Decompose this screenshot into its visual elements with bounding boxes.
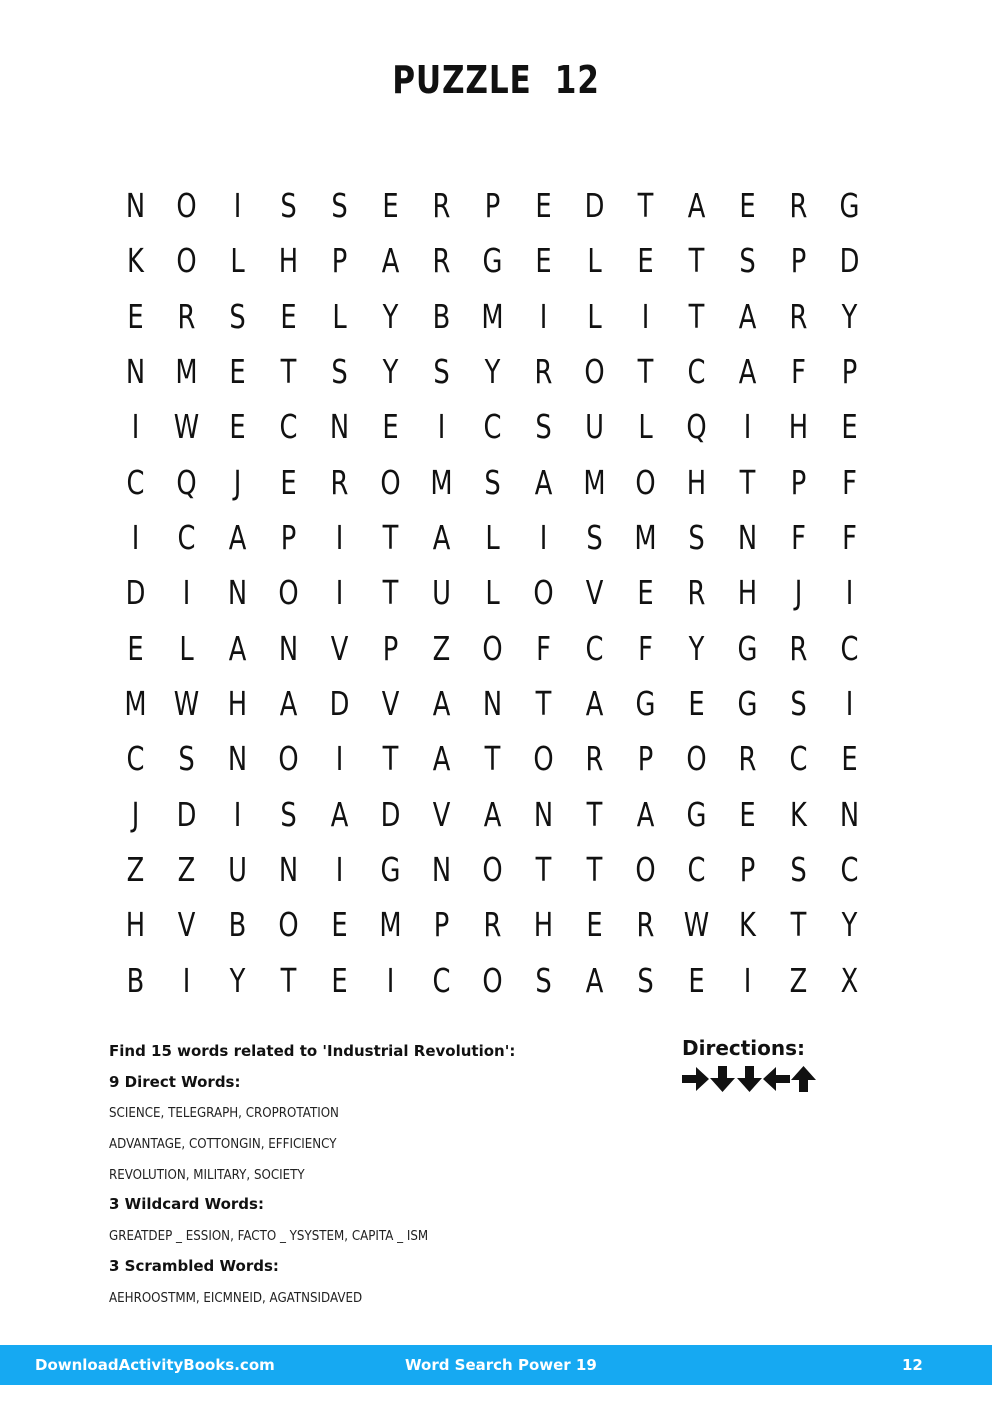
grid-cell[interactable]: Y	[841, 296, 858, 336]
direct-words-line: ADVANTAGE, COTTONGIN, EFFICIENCY	[109, 1136, 337, 1153]
grid-cell[interactable]: E	[841, 407, 858, 447]
grid-cell[interactable]: E	[229, 352, 246, 392]
grid-cell[interactable]: E	[739, 186, 756, 226]
grid-cell[interactable]: R	[789, 186, 808, 226]
grid-cell[interactable]: J	[233, 462, 242, 502]
grid-cell[interactable]: N	[329, 407, 350, 447]
grid-cell[interactable]: P	[790, 241, 807, 281]
grid-cell[interactable]: C	[687, 850, 706, 890]
grid-cell[interactable]: A	[432, 739, 451, 779]
scrambled-words-title: 3 Scrambled Words:	[109, 1256, 279, 1275]
grid-cell[interactable]: T	[637, 186, 654, 226]
grid-cell[interactable]: S	[484, 462, 501, 502]
grid-cell[interactable]: F	[638, 628, 653, 668]
grid-cell[interactable]: A	[687, 186, 706, 226]
grid-cell[interactable]: O	[278, 905, 299, 945]
grid-cell[interactable]: T	[484, 739, 501, 779]
grid-cell[interactable]: M	[481, 296, 504, 336]
arrow-left-icon	[763, 1066, 790, 1092]
grid-cell[interactable]: D	[380, 794, 401, 834]
grid-cell[interactable]: V	[177, 905, 196, 945]
grid-cell[interactable]: C	[483, 407, 502, 447]
grid-cell[interactable]: V	[330, 628, 349, 668]
grid-cell[interactable]: I	[539, 518, 548, 558]
grid-cell[interactable]: S	[331, 352, 348, 392]
grid-cell[interactable]: H	[125, 905, 146, 945]
grid-cell[interactable]: T	[586, 850, 603, 890]
grid-cell[interactable]: Q	[686, 407, 707, 447]
grid-cell[interactable]: R	[789, 628, 808, 668]
grid-cell[interactable]: Y	[484, 352, 501, 392]
grid-cell[interactable]: B	[126, 960, 145, 1000]
grid-cell[interactable]: D	[176, 794, 197, 834]
grid-cell[interactable]: I	[539, 296, 548, 336]
grid-cell[interactable]: G	[839, 186, 860, 226]
grid-cell[interactable]: P	[280, 518, 297, 558]
grid-cell[interactable]: D	[584, 186, 605, 226]
grid-cell[interactable]: A	[432, 518, 451, 558]
grid-cell[interactable]: S	[433, 352, 450, 392]
grid-cell[interactable]: L	[587, 296, 602, 336]
grid-cell[interactable]: I	[182, 573, 191, 613]
grid-cell[interactable]: H	[278, 241, 299, 281]
grid-cell[interactable]: A	[279, 684, 298, 724]
grid-cell[interactable]: L	[179, 628, 194, 668]
grid-cell[interactable]: C	[789, 739, 808, 779]
grid-cell[interactable]: E	[688, 960, 705, 1000]
grid-cell[interactable]: G	[482, 241, 503, 281]
grid-cell[interactable]: S	[688, 518, 705, 558]
grid-cell[interactable]: N	[125, 352, 146, 392]
grid-cell[interactable]: N	[839, 794, 860, 834]
grid-cell[interactable]: V	[381, 684, 400, 724]
grid-cell[interactable]: T	[535, 850, 552, 890]
grid-cell[interactable]: A	[330, 794, 349, 834]
grid-cell[interactable]: O	[635, 850, 656, 890]
grid-cell[interactable]: T	[382, 739, 399, 779]
wildcard-words-line: GREATDEP _ ESSION, FACTO _ YSYSTEM, CAPITA _ ISM	[109, 1228, 429, 1245]
footer-book-title: Word Search Power 19	[405, 1356, 597, 1374]
grid-cell[interactable]: I	[437, 407, 446, 447]
direction-arrows	[682, 1066, 817, 1092]
grid-cell[interactable]: N	[125, 186, 146, 226]
grid-cell[interactable]: P	[382, 628, 399, 668]
grid-cell[interactable]: P	[790, 462, 807, 502]
grid-cell[interactable]: I	[335, 518, 344, 558]
grid-cell[interactable]: S	[280, 186, 297, 226]
grid-cell[interactable]: E	[280, 462, 297, 502]
grid-cell[interactable]: I	[386, 960, 395, 1000]
grid-cell[interactable]: M	[124, 684, 147, 724]
grid-cell[interactable]: I	[233, 794, 242, 834]
grid-cell[interactable]: C	[432, 960, 451, 1000]
grid-cell[interactable]: S	[535, 407, 552, 447]
grid-cell[interactable]: A	[585, 960, 604, 1000]
grid-cell[interactable]: P	[637, 739, 654, 779]
grid-cell[interactable]: Z	[177, 850, 196, 890]
grid-cell[interactable]: V	[585, 573, 604, 613]
grid-cell[interactable]: M	[175, 352, 198, 392]
arrow-up-icon	[790, 1066, 817, 1092]
grid-cell[interactable]: G	[635, 684, 656, 724]
grid-cell[interactable]: A	[738, 352, 757, 392]
grid-cell[interactable]: L	[332, 296, 347, 336]
grid-cell[interactable]: C	[585, 628, 604, 668]
grid-cell[interactable]: Y	[382, 296, 399, 336]
arrow-down-icon	[736, 1066, 763, 1092]
grid-cell[interactable]: S	[790, 684, 807, 724]
grid-cell[interactable]: A	[738, 296, 757, 336]
grid-cell[interactable]: I	[131, 518, 140, 558]
grid-cell[interactable]: C	[126, 462, 145, 502]
grid-cell[interactable]: P	[331, 241, 348, 281]
grid-cell[interactable]: C	[687, 352, 706, 392]
grid-cell[interactable]: R	[738, 739, 757, 779]
grid-cell[interactable]: T	[688, 296, 705, 336]
grid-cell[interactable]: V	[432, 794, 451, 834]
grid-cell[interactable]: Y	[382, 352, 399, 392]
grid-cell[interactable]: I	[845, 573, 854, 613]
grid-cell[interactable]: I	[182, 960, 191, 1000]
grid-cell[interactable]: C	[840, 850, 859, 890]
grid-cell[interactable]: N	[227, 739, 248, 779]
grid-cell[interactable]: O	[482, 960, 503, 1000]
scrambled-words-line: AEHROOSTMM, EICMNEID, AGATNSIDAVED	[109, 1289, 363, 1306]
grid-cell[interactable]: I	[233, 186, 242, 226]
grid-cell[interactable]: L	[485, 573, 500, 613]
grid-cell[interactable]: R	[432, 241, 451, 281]
grid-cell[interactable]: F	[791, 352, 806, 392]
grid-cell[interactable]: E	[535, 186, 552, 226]
grid-cell[interactable]: O	[278, 739, 299, 779]
grid-cell[interactable]: T	[637, 352, 654, 392]
grid-cell[interactable]: F	[791, 518, 806, 558]
arrow-down-icon	[709, 1066, 736, 1092]
direct-words-line: SCIENCE, TELEGRAPH, CROPROTATION	[109, 1105, 339, 1122]
grid-cell[interactable]: D	[329, 684, 350, 724]
grid-cell[interactable]: R	[330, 462, 349, 502]
grid-cell[interactable]: T	[790, 905, 807, 945]
grid-cell[interactable]: C	[840, 628, 859, 668]
grid-cell[interactable]: R	[483, 905, 502, 945]
footer-bar	[0, 1345, 992, 1385]
grid-cell[interactable]: I	[131, 407, 140, 447]
grid-cell[interactable]: E	[331, 905, 348, 945]
grid-cell[interactable]: Q	[176, 462, 197, 502]
grid-cell[interactable]: K	[739, 905, 756, 945]
grid-cell[interactable]: L	[638, 407, 653, 447]
grid-cell[interactable]: O	[278, 573, 299, 613]
grid-cell[interactable]: F	[842, 462, 857, 502]
grid-cell[interactable]: O	[176, 241, 197, 281]
grid-cell[interactable]: M	[379, 905, 402, 945]
grid-cell[interactable]: T	[280, 352, 297, 392]
wildcard-words-title: 3 Wildcard Words:	[109, 1195, 264, 1214]
grid-cell[interactable]: G	[380, 850, 401, 890]
grid-cell[interactable]: Y	[841, 905, 858, 945]
grid-cell[interactable]: G	[737, 628, 758, 668]
grid-cell[interactable]: X	[840, 960, 859, 1000]
grid-cell[interactable]: S	[229, 296, 246, 336]
grid-cell[interactable]: E	[382, 186, 399, 226]
grid-cell[interactable]: C	[279, 407, 298, 447]
word-list-panel	[109, 1040, 669, 1316]
grid-cell[interactable]: R	[432, 186, 451, 226]
grid-cell[interactable]: N	[482, 684, 503, 724]
grid-cell[interactable]: U	[432, 573, 451, 613]
grid-cell[interactable]: O	[176, 186, 197, 226]
grid-cell[interactable]: E	[280, 296, 297, 336]
word-list-heading: Find 15 words related to 'Industrial Revolution':	[109, 1042, 516, 1060]
grid-cell[interactable]: F	[842, 518, 857, 558]
grid-cell[interactable]: I	[335, 573, 344, 613]
grid-cell[interactable]: R	[585, 739, 604, 779]
footer-page-number: 12	[902, 1356, 923, 1374]
grid-cell[interactable]: W	[683, 905, 710, 945]
grid-cell[interactable]: E	[739, 794, 756, 834]
grid-cell[interactable]: A	[636, 794, 655, 834]
grid-cell[interactable]: L	[485, 518, 500, 558]
grid-cell[interactable]: H	[788, 407, 809, 447]
grid-cell[interactable]: L	[587, 241, 602, 281]
grid-cell[interactable]: D	[125, 573, 146, 613]
grid-cell[interactable]: M	[430, 462, 453, 502]
arrow-right-icon	[682, 1066, 709, 1092]
grid-cell[interactable]: Y	[688, 628, 705, 668]
grid-cell[interactable]: E	[841, 739, 858, 779]
grid-cell[interactable]: E	[688, 684, 705, 724]
grid-cell[interactable]: E	[382, 407, 399, 447]
grid-cell[interactable]: H	[737, 573, 758, 613]
directions-label: Directions:	[682, 1036, 806, 1060]
direct-words-title: 9 Direct Words:	[109, 1072, 241, 1091]
grid-cell[interactable]: T	[382, 518, 399, 558]
grid-cell[interactable]: S	[535, 960, 552, 1000]
grid-cell[interactable]: S	[280, 794, 297, 834]
grid-cell[interactable]: H	[686, 462, 707, 502]
grid-cell[interactable]: O	[533, 573, 554, 613]
grid-cell[interactable]: E	[637, 241, 654, 281]
directions-panel	[682, 1036, 817, 1092]
grid-cell[interactable]: W	[173, 407, 200, 447]
grid-cell[interactable]: Z	[126, 850, 145, 890]
grid-cell[interactable]: Z	[789, 960, 808, 1000]
grid-cell[interactable]: O	[482, 850, 503, 890]
grid-cell[interactable]: J	[131, 794, 140, 834]
grid-cell[interactable]: S	[178, 739, 195, 779]
grid-cell[interactable]: N	[533, 794, 554, 834]
grid-cell[interactable]: B	[432, 296, 451, 336]
grid-cell[interactable]: R	[636, 905, 655, 945]
grid-cell[interactable]: H	[533, 905, 554, 945]
grid-cell[interactable]: N	[431, 850, 452, 890]
grid-cell[interactable]: A	[534, 462, 553, 502]
grid-cell[interactable]: E	[127, 628, 144, 668]
grid-cell[interactable]: E	[586, 905, 603, 945]
page-title: PUZZLE 12	[392, 58, 600, 102]
grid-cell[interactable]: E	[637, 573, 654, 613]
grid-cell[interactable]: K	[790, 794, 807, 834]
grid-cell[interactable]: O	[584, 352, 605, 392]
grid-cell[interactable]: S	[586, 518, 603, 558]
grid-cell[interactable]: T	[535, 684, 552, 724]
grid-cell[interactable]: A	[381, 241, 400, 281]
grid-cell[interactable]: E	[127, 296, 144, 336]
grid-cell[interactable]: O	[686, 739, 707, 779]
grid-cell[interactable]: O	[533, 739, 554, 779]
grid-cell[interactable]: R	[789, 296, 808, 336]
grid-cell[interactable]: D	[839, 241, 860, 281]
grid-cell[interactable]: K	[127, 241, 144, 281]
grid-cell[interactable]: O	[482, 628, 503, 668]
grid-cell[interactable]: E	[331, 960, 348, 1000]
grid-cell[interactable]: Z	[432, 628, 451, 668]
grid-cell[interactable]: I	[335, 739, 344, 779]
grid-cell[interactable]: P	[433, 905, 450, 945]
grid-cell[interactable]: I	[743, 960, 752, 1000]
grid-cell[interactable]: I	[335, 850, 344, 890]
grid-cell[interactable]: R	[177, 296, 196, 336]
grid-cell[interactable]: I	[743, 407, 752, 447]
grid-cell[interactable]: I	[845, 684, 854, 724]
grid-cell[interactable]: M	[634, 518, 657, 558]
grid-cell[interactable]: P	[739, 850, 756, 890]
grid-cell[interactable]: C	[126, 739, 145, 779]
grid-cell[interactable]: N	[737, 518, 758, 558]
grid-cell[interactable]: Y	[229, 960, 246, 1000]
grid-cell[interactable]: E	[229, 407, 246, 447]
grid-cell[interactable]: T	[688, 241, 705, 281]
grid-cell[interactable]: S	[739, 241, 756, 281]
grid-cell[interactable]: H	[227, 684, 248, 724]
grid-cell[interactable]: R	[687, 573, 706, 613]
grid-cell[interactable]: T	[586, 794, 603, 834]
grid-cell[interactable]: N	[227, 573, 248, 613]
grid-cell[interactable]: S	[790, 850, 807, 890]
grid-cell[interactable]: G	[686, 794, 707, 834]
grid-cell[interactable]: G	[737, 684, 758, 724]
grid-cell[interactable]: E	[535, 241, 552, 281]
grid-cell[interactable]: O	[380, 462, 401, 502]
grid-cell[interactable]: S	[637, 960, 654, 1000]
letter-grid	[110, 178, 875, 1008]
grid-cell[interactable]: O	[635, 462, 656, 502]
grid-cell[interactable]: A	[228, 628, 247, 668]
grid-cell[interactable]: R	[534, 352, 553, 392]
direct-words-line: REVOLUTION, MILITARY, SOCIETY	[109, 1166, 305, 1183]
grid-cell[interactable]: N	[278, 850, 299, 890]
grid-cell[interactable]: T	[739, 462, 756, 502]
grid-cell[interactable]: A	[585, 684, 604, 724]
grid-cell[interactable]: P	[841, 352, 858, 392]
grid-cell[interactable]: N	[278, 628, 299, 668]
grid-cell[interactable]: I	[641, 296, 650, 336]
grid-cell[interactable]: U	[585, 407, 604, 447]
grid-cell[interactable]: A	[483, 794, 502, 834]
footer-site: DownloadActivityBooks.com	[35, 1356, 275, 1374]
grid-cell[interactable]: C	[177, 518, 196, 558]
grid-cell[interactable]: U	[228, 850, 247, 890]
grid-cell[interactable]: L	[230, 241, 245, 281]
grid-cell[interactable]: F	[536, 628, 551, 668]
grid-cell[interactable]: A	[432, 684, 451, 724]
grid-cell[interactable]: T	[382, 573, 399, 613]
grid-cell[interactable]: T	[280, 960, 297, 1000]
grid-cell[interactable]: A	[228, 518, 247, 558]
grid-cell[interactable]: S	[331, 186, 348, 226]
grid-cell[interactable]: J	[794, 573, 803, 613]
grid-cell[interactable]: B	[228, 905, 247, 945]
grid-cell[interactable]: M	[583, 462, 606, 502]
grid-cell[interactable]: W	[173, 684, 200, 724]
grid-cell[interactable]: P	[484, 186, 501, 226]
